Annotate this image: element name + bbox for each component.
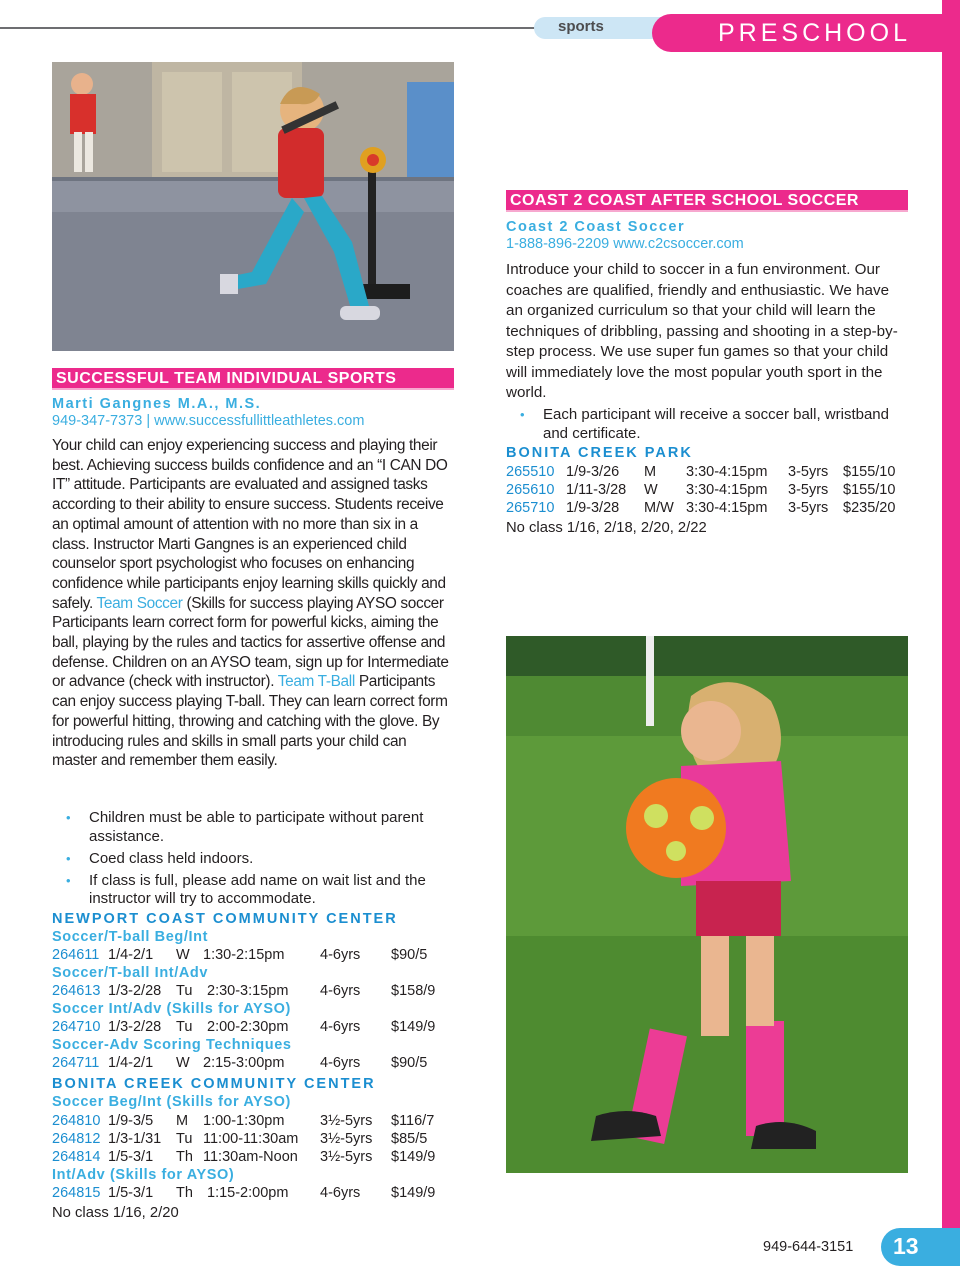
class-code: 264710 bbox=[52, 1019, 101, 1035]
list-item: • If class is full, please add name on wait list and the instructor will try to accommodate. bbox=[66, 871, 426, 907]
team-tball-text: Participants can enjoy success playing T-ball. They can learn correct form for powerful hitting, throwing and catching with the glove. By introducing rules and skills in small parts your child can master and remember them easily. bbox=[52, 673, 448, 770]
org-contact: 1-888-896-2209 www.c2csoccer.com bbox=[506, 236, 744, 252]
side-color-bar bbox=[942, 0, 960, 1228]
notes-list bbox=[52, 809, 452, 912]
class-name: Int/Adv (Skills for AYSO) bbox=[52, 1167, 235, 1183]
soccer-photo bbox=[506, 636, 908, 1173]
list-item: • Children must be able to participate without parent assistance. bbox=[66, 809, 424, 845]
class-code: 264814 bbox=[52, 1149, 101, 1165]
section-banner: PRESCHOOL bbox=[652, 14, 942, 52]
list-item: • Each participant will receive a soccer ball, wristband and certificate. bbox=[520, 406, 889, 442]
notes-list bbox=[506, 406, 906, 447]
class-code: 265710 bbox=[506, 500, 555, 516]
location-bonita-creek-park: BONITA CREEK PARK bbox=[506, 445, 693, 461]
category-tab: sports bbox=[534, 17, 674, 39]
section-title-coast2coast: COAST 2 COAST AFTER SCHOOL SOCCER bbox=[506, 190, 908, 212]
class-code: 264613 bbox=[52, 983, 101, 999]
footer-phone: 949-644-3151 bbox=[763, 1239, 854, 1255]
list-item: • Coed class held indoors. bbox=[66, 849, 254, 867]
location-newport-coast: NEWPORT COAST COMMUNITY CENTER bbox=[52, 911, 398, 927]
location-bonita-creek-cc: BONITA CREEK COMMUNITY CENTER bbox=[52, 1076, 376, 1092]
class-code: 264711 bbox=[52, 1055, 100, 1071]
tball-photo bbox=[52, 62, 454, 351]
team-tball-label: Team T-Ball bbox=[277, 673, 355, 691]
no-class-note: No class 1/16, 2/20 bbox=[52, 1205, 179, 1221]
org-name: Marti Gangnes M.A., M.S. bbox=[52, 396, 262, 412]
bullet-icon: • bbox=[66, 850, 71, 866]
program-description: Introduce your child to soccer in a fun environment. Our coaches are qualified, friendly and enthusiastic. We have an organized curriculum so that your child will learn the techniques of dribbling, passing and shooting in a step-by-step process. We use super fun games so that your child will immediately love the most popular youth sport in the world. bbox=[506, 261, 898, 401]
class-code: 264812 bbox=[52, 1131, 101, 1147]
team-soccer-label: Team Soccer bbox=[96, 594, 183, 612]
class-code: 264810 bbox=[52, 1113, 101, 1129]
header-rule bbox=[0, 27, 540, 29]
class-name: Soccer-Adv Scoring Techniques bbox=[52, 1037, 292, 1053]
class-name: Soccer Int/Adv (Skills for AYSO) bbox=[52, 1001, 291, 1017]
team-soccer-text: (Skills for success playing AYSO soccer Participants learn correct form for powerful kicks, aiming the ball, playing by the rules and tactics for assertive offense and defense. Children on an AYSO team, sign up for Intermediate or advance (check with instructor). bbox=[52, 594, 449, 691]
bullet-icon: • bbox=[520, 407, 525, 422]
section-title-successful-sports: SUCCESSFUL TEAM INDIVIDUAL SPORTS bbox=[52, 368, 454, 390]
class-code: 264815 bbox=[52, 1185, 101, 1201]
bullet-icon: • bbox=[66, 810, 71, 825]
description-text: Your child can enjoy experiencing success and playing their best. Achieving success builds confidence and an “I CAN DO IT” attitude. Participants are evaluated and assigned tasks according to their ability to ensure success. Students receive an optimal amount of attention with no more than six in a class. Instructor Marti Gangnes is an experienced child counselor sport psychologist who focuses on enhancing confidence while participants enjoy learning skills quickly and safely. bbox=[52, 437, 448, 612]
class-code: 264611 bbox=[52, 947, 100, 963]
program-description bbox=[52, 436, 454, 771]
org-contact: 949-347-7373 | www.successfullittleathletes.com bbox=[52, 413, 365, 429]
class-code: 265610 bbox=[506, 482, 555, 498]
class-name: Soccer/T-ball Beg/Int bbox=[52, 929, 209, 945]
page-number: 13 bbox=[881, 1228, 960, 1266]
class-name: Soccer Beg/Int (Skills for AYSO) bbox=[52, 1094, 291, 1110]
class-name: Soccer/T-ball Int/Adv bbox=[52, 965, 209, 981]
no-class-note: No class 1/16, 2/18, 2/20, 2/22 bbox=[506, 520, 707, 536]
class-code: 265510 bbox=[506, 464, 555, 480]
org-name: Coast 2 Coast Soccer bbox=[506, 219, 686, 235]
bullet-icon: • bbox=[66, 872, 71, 888]
